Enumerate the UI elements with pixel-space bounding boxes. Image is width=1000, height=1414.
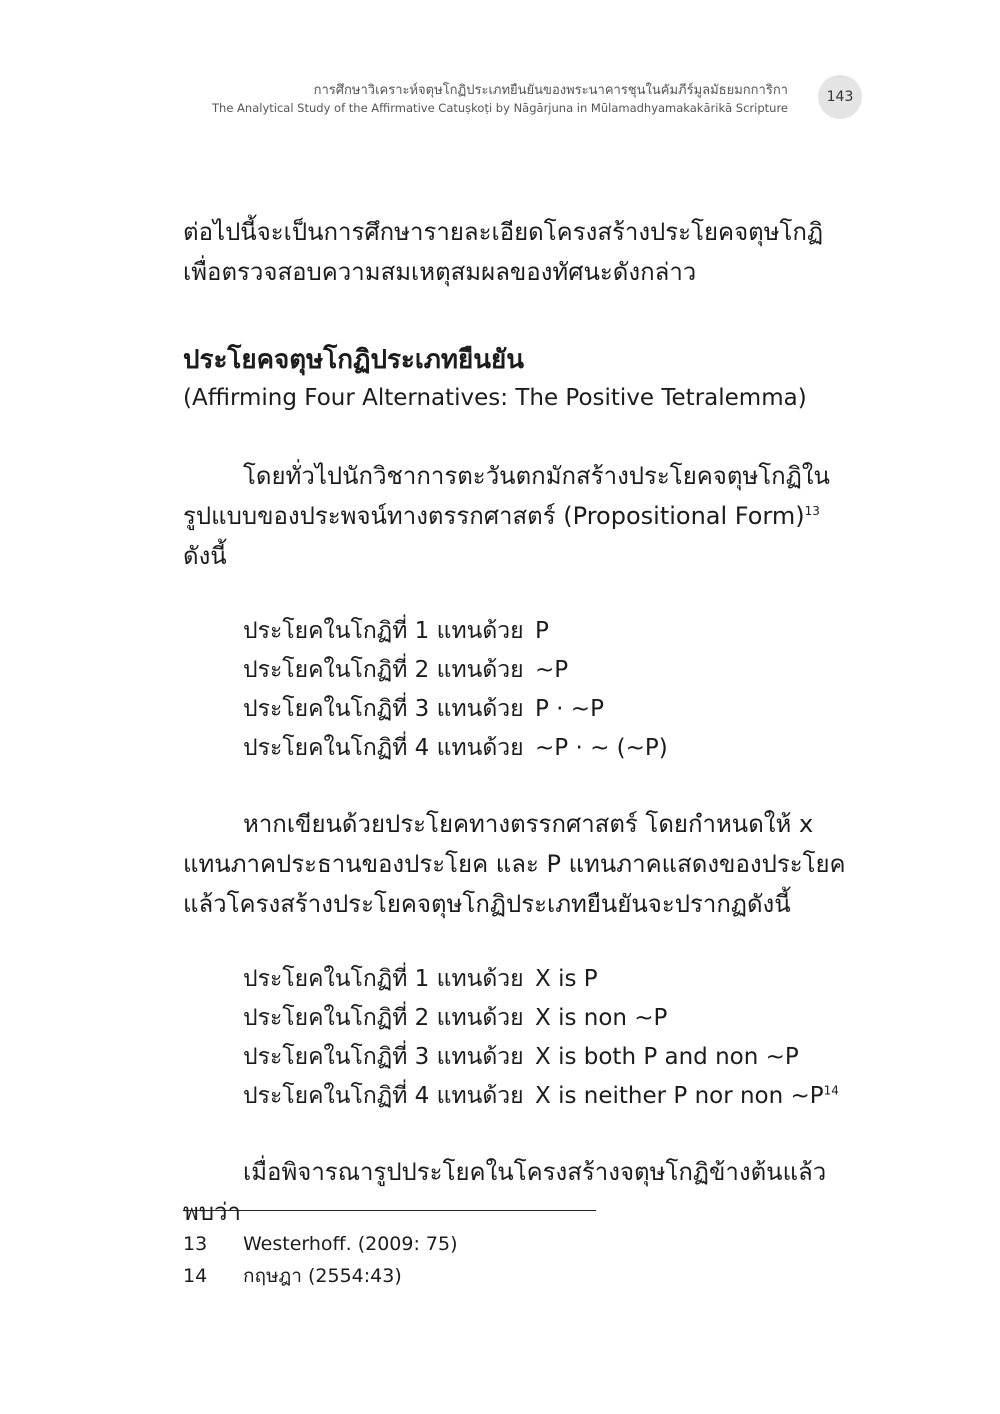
footnote: [183, 1228, 848, 1260]
formula-label: ประโยคในโกฏิที่ 1 แทนด้วย: [243, 966, 524, 992]
formula-label: ประโยคในโกฏิที่ 1 แทนด้วย: [243, 618, 524, 644]
page-number-badge: 143: [818, 75, 862, 119]
formula-label: ประโยคในโกฏิที่ 2 แทนด้วย: [243, 1005, 524, 1031]
running-header-thai: การศึกษาวิเคราะห์จตุษโกฏิประเภทยืนยันของพระนาคารชุนในคัมภีร์มูลมัธยมกการิกา: [313, 83, 788, 98]
formula-expression: P · ~P: [535, 696, 604, 722]
paragraph-conclusion-lead: เมื่อพิจารณารูปประโยคในโครงสร้างจตุษโกฏิข้างต้นแล้วพบว่า: [183, 1158, 827, 1226]
formula-label: ประโยคในโกฏิที่ 4 แทนด้วย: [243, 1083, 524, 1109]
intro-paragraph: ต่อไปนี้จะเป็นการศึกษารายละเอียดโครงสร้างประโยคจตุษโกฏิเพื่อตรวจสอบความสมเหตุสมผลของทัศนะดังกล่าว: [183, 218, 824, 286]
footnote-ref-13: 13: [804, 504, 820, 518]
body-content: [183, 212, 848, 1232]
formula-row: [243, 999, 848, 1038]
footnote-number: 13: [183, 1233, 208, 1255]
formula-row: [243, 1038, 848, 1077]
formula-row: [243, 612, 848, 651]
formula-row: [243, 729, 848, 768]
formula-expression: X is non ~P: [535, 1005, 668, 1031]
formula-label: ประโยคในโกฏิที่ 2 แทนด้วย: [243, 657, 524, 683]
formula-row: [243, 651, 848, 690]
formula-row: [243, 1077, 848, 1116]
formula-expression: [535, 1077, 848, 1116]
footnote-text: กฤษฎา (2554:43): [243, 1265, 402, 1287]
paragraph-2-tail: ดังนี้: [183, 542, 227, 570]
formula-expression-text: X is neither P nor non ~P: [535, 1083, 824, 1109]
footnote-ref-14: 14: [823, 1083, 839, 1098]
symbolic-formula-list: [243, 612, 848, 768]
formula-expression: X is P: [535, 966, 598, 992]
formula-expression: P: [535, 618, 549, 644]
section-title-thai: ประโยคจตุษโกฏิประเภทยืนยัน: [183, 345, 525, 375]
formula-label: ประโยคในโกฏิที่ 3 แทนด้วย: [243, 1044, 524, 1070]
formula-expression: ~P: [535, 657, 569, 683]
footnotes: [183, 1228, 848, 1292]
formula-row: [243, 690, 848, 729]
formula-expression: ~P · ~ (~P): [535, 735, 668, 761]
running-header: [168, 82, 788, 116]
paragraph-predicate-form: หากเขียนด้วยประโยคทางตรรกศาสตร์ โดยกำหนดให้ x แทนภาคประธานของประโยค และ P แทนภาคแสดงของประโยคแล้วโครงสร้างประโยคจตุษโกฏิประเภทยืนยันจะปรากฏดังนี้: [183, 810, 846, 918]
formula-label: ประโยคในโกฏิที่ 4 แทนด้วย: [243, 735, 524, 761]
paragraph-propositional-form: [183, 456, 848, 576]
footnote-number: 14: [183, 1265, 208, 1287]
formula-expression: X is both P and non ~P: [535, 1044, 799, 1070]
footnote-rule: [183, 1210, 596, 1211]
formula-row: [243, 960, 848, 999]
paragraph-2-text: โดยทั่วไปนักวิชาการตะวันตกมักสร้างประโยคจตุษโกฏิในรูปแบบของประพจน์ทางตรรกศาสตร์ (Propositional Form): [183, 462, 830, 530]
footnote-text: Westerhoff. (2009: 75): [243, 1233, 458, 1255]
running-header-english: The Analytical Study of the Affirmative Catuṣkoṭi by Nāgārjuna in Mūlamadhyamakakārikā Scripture: [212, 101, 788, 115]
formula-label: ประโยคในโกฏิที่ 3 แทนด้วย: [243, 696, 524, 722]
footnote: [183, 1260, 848, 1292]
section-title-english: (Affirming Four Alternatives: The Positive Tetralemma): [183, 385, 807, 411]
predicate-formula-list: [243, 960, 848, 1116]
